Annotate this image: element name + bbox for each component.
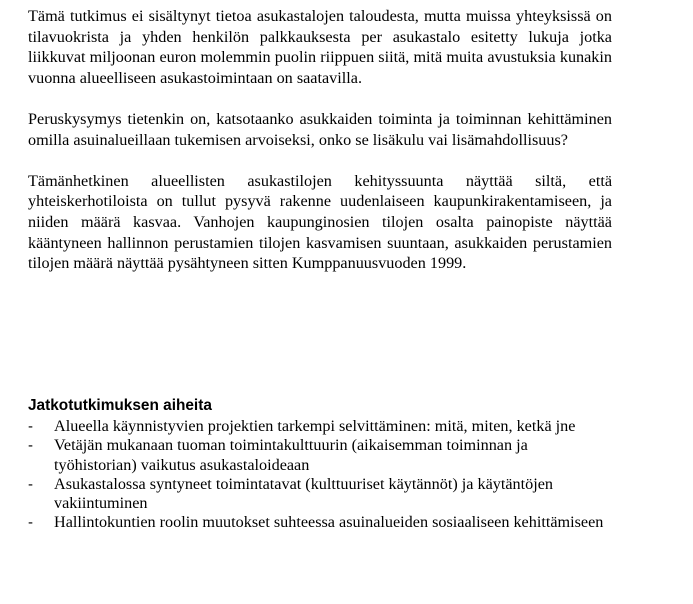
further-research-list	[28, 417, 608, 533]
list-item	[28, 417, 608, 436]
list-item-text: Asukastalossa syntyneet toimintatavat (kulttuuriset käytännöt) ja käytäntöjen vakiintuminen	[54, 474, 553, 513]
bullet-dash: -	[28, 437, 33, 455]
bullet-dash: -	[28, 514, 33, 532]
document-body	[28, 6, 612, 294]
list-item-text: Vetäjän mukanaan tuoman toimintakulttuurin (aikaisemman toiminnan ja työhistorian) vaikutus asukastaloideaan	[54, 436, 528, 474]
further-research-heading: Jatkotutkimuksen aiheita	[28, 397, 212, 414]
bullet-dash: -	[28, 418, 33, 435]
bullet-dash: -	[28, 475, 33, 493]
list-item	[28, 475, 608, 514]
list-item	[28, 436, 608, 475]
list-item	[28, 513, 608, 532]
list-item-text: Alueella käynnistyvien projektien tarkempi selvittäminen: mitä, miten, ketkä jne	[54, 417, 576, 435]
paragraph-finances: Tämä tutkimus ei sisältynyt tietoa asukastalojen taloudesta, mutta muissa yhteyksissä on tilavuokrista ja yhden henkilön palkkauksesta per asukastalo esitetty lukuja jotka liikkuvat miljoonan euron molemmin puolin riippuen siitä, mitä muita avustuksia kunakin vuonna alueelliseen asukastoimintaan on saatavilla.	[28, 7, 612, 87]
list-item-text: Hallintokuntien roolin muutokset suhteessa asuinalueiden sosiaaliseen kehittämiseen	[54, 513, 604, 532]
paragraph-development-trend: Tämänhetkinen alueellisten asukastilojen kehityssuunta näyttää siltä, että yhteiskerhotiloista on tullut pysyvä rakenne uudenlaiseen kaupunkirakentamiseen, ja niiden määrä kasvaa. Vanhojen kaupunginosien tilojen osalta painopiste näyttää kääntyneen hallinnon perustamien tilojen kasvamisen suuntaan, asukkaiden perustamien tilojen määrä näyttää pysähtyneen sitten Kumppanuusvuoden 1999.	[28, 171, 612, 273]
paragraph-basic-question: Peruskysymys tietenkin on, katsotaanko asukkaiden toiminta ja toiminnan kehittäminen omilla asuinalueillaan tukemisen arvoiseksi, onko se lisäkulu vai lisämahdollisuus?	[28, 109, 612, 149]
